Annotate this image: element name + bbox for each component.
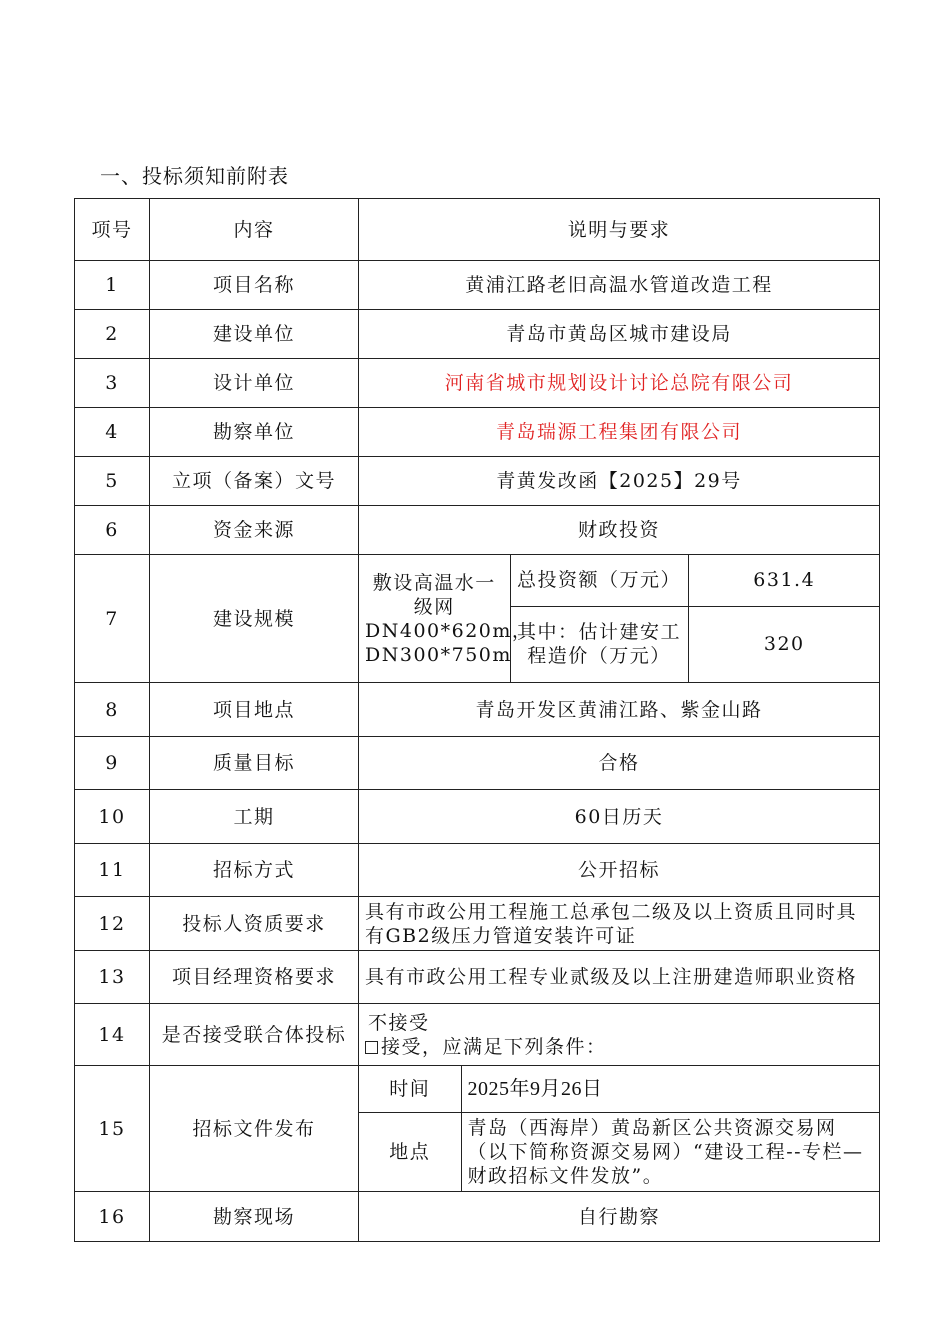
- row-item: 工期: [150, 790, 359, 844]
- consortium-options: [359, 1004, 880, 1066]
- row-no: 8: [75, 683, 150, 737]
- row-desc: 财政投资: [359, 506, 880, 555]
- table-row: [75, 408, 880, 457]
- table-row: [75, 683, 880, 737]
- row-no: 11: [75, 844, 150, 897]
- total-investment-value: 631.4: [688, 555, 880, 606]
- table-header-row: [75, 199, 880, 261]
- row-no: 15: [75, 1066, 150, 1192]
- place-label: 地点: [359, 1112, 461, 1191]
- header-desc: 说明与要求: [359, 199, 880, 261]
- option-accept[interactable]: [365, 1035, 873, 1059]
- row-no: 6: [75, 506, 150, 555]
- scale-subtable: [359, 555, 880, 682]
- time-value: 2025年9月26日: [461, 1066, 880, 1112]
- row-item: 招标文件发布: [150, 1066, 359, 1192]
- time-label: 时间: [359, 1066, 461, 1112]
- row-item: 建设单位: [150, 310, 359, 359]
- row-desc: 青岛市黄岛区城市建设局: [359, 310, 880, 359]
- row-no: 1: [75, 261, 150, 310]
- table-row: [75, 261, 880, 310]
- row-item: 招标方式: [150, 844, 359, 897]
- scale-detail-cell: [359, 555, 880, 683]
- row-no: 2: [75, 310, 150, 359]
- section-heading: 一、投标须知前附表: [100, 164, 289, 188]
- release-detail-cell: [359, 1066, 880, 1192]
- row-desc: 黄浦江路老旧高温水管道改造工程: [359, 261, 880, 310]
- table-row: [75, 555, 880, 683]
- table-row: [75, 1192, 880, 1242]
- row-no: 10: [75, 790, 150, 844]
- row-desc-highlighted: 青岛瑞源工程集团有限公司: [359, 408, 880, 457]
- checkbox-icon[interactable]: [365, 1041, 378, 1054]
- table-row: [75, 897, 880, 951]
- estimated-cost-value: 320: [688, 606, 880, 682]
- row-desc: 青黄发改函【2025】29号: [359, 457, 880, 506]
- option-accept-label: 接受，应满足下列条件：: [381, 1035, 607, 1058]
- estimated-cost-label: 其中：估计建安工程造价（万元）: [510, 606, 688, 682]
- table-row: [75, 844, 880, 897]
- construction-scope: 敷设高温水一级网DN400*620m，DN300*750m: [359, 555, 510, 682]
- table-row: [75, 1004, 880, 1066]
- release-subtable: [359, 1066, 880, 1191]
- row-item: 设计单位: [150, 359, 359, 408]
- row-item: 资金来源: [150, 506, 359, 555]
- table-row: [75, 457, 880, 506]
- table-row: [75, 951, 880, 1004]
- row-desc: 自行勘察: [359, 1192, 880, 1242]
- row-no: 16: [75, 1192, 150, 1242]
- row-no: 12: [75, 897, 150, 951]
- row-item: 项目经理资格要求: [150, 951, 359, 1004]
- row-no: 5: [75, 457, 150, 506]
- row-item: 项目地点: [150, 683, 359, 737]
- row-item: 是否接受联合体投标: [150, 1004, 359, 1066]
- total-investment-label: 总投资额（万元）: [510, 555, 688, 606]
- row-no: 14: [75, 1004, 150, 1066]
- table-row: [75, 310, 880, 359]
- row-no: 3: [75, 359, 150, 408]
- row-desc: 合格: [359, 737, 880, 790]
- row-no: 4: [75, 408, 150, 457]
- row-no: 9: [75, 737, 150, 790]
- row-item: 立项（备案）文号: [150, 457, 359, 506]
- place-value: 青岛（西海岸）黄岛新区公共资源交易网（以下简称资源交易网）“建设工程--专栏—财政招标文件发放”。: [461, 1112, 880, 1191]
- row-no: 7: [75, 555, 150, 683]
- bidding-info-table: [74, 198, 880, 1242]
- row-desc: 具有市政公用工程专业贰级及以上注册建造师职业资格: [359, 951, 880, 1004]
- row-desc: 公开招标: [359, 844, 880, 897]
- table-row: [75, 790, 880, 844]
- row-item: 投标人资质要求: [150, 897, 359, 951]
- row-desc: 青岛开发区黄浦江路、紫金山路: [359, 683, 880, 737]
- header-item: 内容: [150, 199, 359, 261]
- option-not-accept: 不接受: [368, 1011, 430, 1034]
- row-item: 项目名称: [150, 261, 359, 310]
- row-item: 建设规模: [150, 555, 359, 683]
- header-no: 项号: [75, 199, 150, 261]
- table-row: [75, 1066, 880, 1192]
- table-row: [75, 359, 880, 408]
- row-desc-highlighted: 河南省城市规划设计讨论总院有限公司: [359, 359, 880, 408]
- table-row: [75, 506, 880, 555]
- table-row: [75, 737, 880, 790]
- row-desc: 具有市政公用工程施工总承包二级及以上资质且同时具有GB2级压力管道安装许可证: [359, 897, 880, 951]
- row-desc: 60日历天: [359, 790, 880, 844]
- row-no: 13: [75, 951, 150, 1004]
- row-item: 勘察现场: [150, 1192, 359, 1242]
- row-item: 质量目标: [150, 737, 359, 790]
- row-item: 勘察单位: [150, 408, 359, 457]
